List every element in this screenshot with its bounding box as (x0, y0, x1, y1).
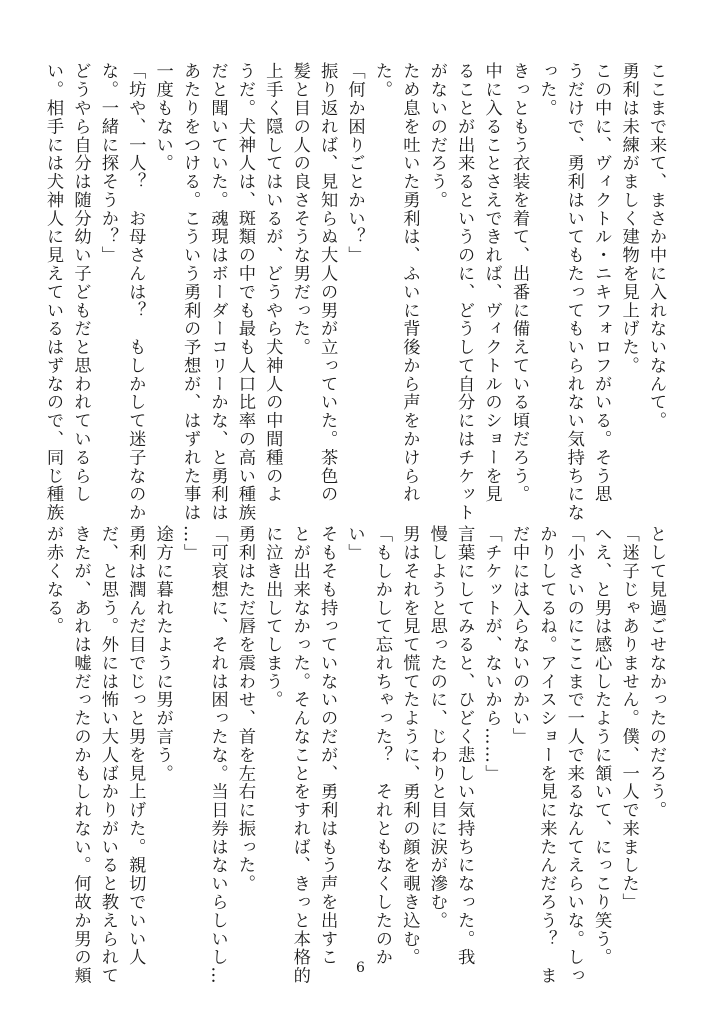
text-line: 慢しようと思ったのに、じわりと目に涙が滲む。 (426, 525, 447, 930)
text-line: 勇利は未練がましく建物を見上げた。 (618, 62, 639, 375)
text-line: 中に入ることさえできれば、ヴィクトルのショーを見 (481, 62, 502, 504)
text-line: い。相手には犬神人に見えているはずなので、同じ種族 (43, 62, 64, 522)
text-line: が赤くなる。 (43, 525, 64, 636)
text-line: あたりをつける。こういう勇利の予想が、はずれた事は (180, 62, 201, 522)
text-column-top (43, 62, 669, 522)
text-line: に泣き出してしまう。 (262, 525, 283, 709)
page-number: 6 (356, 960, 365, 976)
text-line: い」 (344, 525, 365, 562)
text-line: だ、と思う。外には怖い大人ばかりがいると教えられて (97, 525, 118, 985)
text-line: 「迷子じゃありません。僕、一人で来ました」 (618, 525, 639, 912)
text-line: 言葉にしてみると、ひどく悲しい気持ちになった。我 (454, 525, 475, 967)
text-line: きたが、あれは嘘だったのかもしれない。何故か男の頬 (70, 525, 91, 985)
text-line: な。一緒に探そうか？」 (97, 62, 118, 265)
text-line: 「坊や、一人？ お母さんは？ もしかして迷子なのか (125, 62, 146, 522)
text-line: へえ、と男は感心したように頷いて、にっこり笑う。 (591, 525, 612, 967)
text-line: 「小さいのにここまで一人で来るなんてえらいな。しっ (563, 525, 584, 985)
text-line: ここまで来て、まさか中に入れないなんて。 (646, 62, 666, 430)
text-line: た。 (371, 62, 392, 99)
text-line: がないのだろう。 (426, 62, 447, 210)
text-line: として見過ごせなかったのだろう。 (646, 525, 666, 820)
text-line: きっともう衣装を着て、出番に備えている頃だろう。 (508, 62, 529, 504)
text-line: ため息を吐いた勇利は、ふいに背後から声をかけられ (399, 62, 420, 504)
text-line: った。 (536, 62, 557, 118)
text-line: だ中には入らないのかい」 (508, 525, 529, 746)
text-line: どうやら自分は随分幼い子どもだと思われているらし (70, 62, 91, 504)
text-line: 「可哀想に、それは困ったな。当日券はないらしいし… (207, 525, 228, 985)
text-line: 途方に暮れたように男が言う。 (152, 525, 173, 783)
text-line: 上手く隠してはいるが、どうやら犬神人の中間種のよ (262, 62, 283, 504)
text-line: 「チケットが、ないから……」 (481, 525, 502, 783)
text-line: 振り返れば、見知らぬ大人の男が立っていた。茶色の (317, 62, 338, 504)
text-column-bottom (43, 525, 669, 985)
text-line: 髪と目の人の良さそうな男だった。 (289, 62, 310, 357)
text-line: かりしてるね。アイスショーを見に来たんだろう？ ま (536, 525, 557, 985)
text-line: 一度もない。 (152, 62, 173, 173)
text-line: うだ。犬神人は、斑類の中でも最も人口比率の高い種族 (234, 62, 255, 522)
text-line: 「何か困りごとかい？」 (344, 62, 365, 265)
text-line: …」 (180, 525, 201, 562)
text-line: この中に、ヴィクトル・ニキフォロフがいる。そう思 (591, 62, 612, 504)
text-line: 勇利はただ唇を震わせ、首を左右に振った。 (234, 525, 255, 893)
text-line: そもそも持っていないのだが、勇利はもう声を出すこ (317, 525, 338, 967)
text-line: 勇利は潤んだ目でじっと男を見上げた。親切でいい人 (125, 525, 146, 967)
text-line: うだけで、勇利はいてもたってもいられない気持ちにな (563, 62, 584, 522)
text-line: 男はそれを見て慌てたように、勇利の顔を覗き込む。 (399, 525, 420, 967)
text-line: だと聞いていた。魂現はボーダーコリーかな、と勇利は (207, 62, 228, 522)
text-line: とが出来なかった。そんなことをすれば、きっと本格的 (289, 525, 310, 985)
text-line: 「もしかして忘れちゃった？ それともなくしたのか (371, 525, 392, 967)
text-line: ることが出来るというのに、どうして自分にはチケット (454, 62, 475, 522)
